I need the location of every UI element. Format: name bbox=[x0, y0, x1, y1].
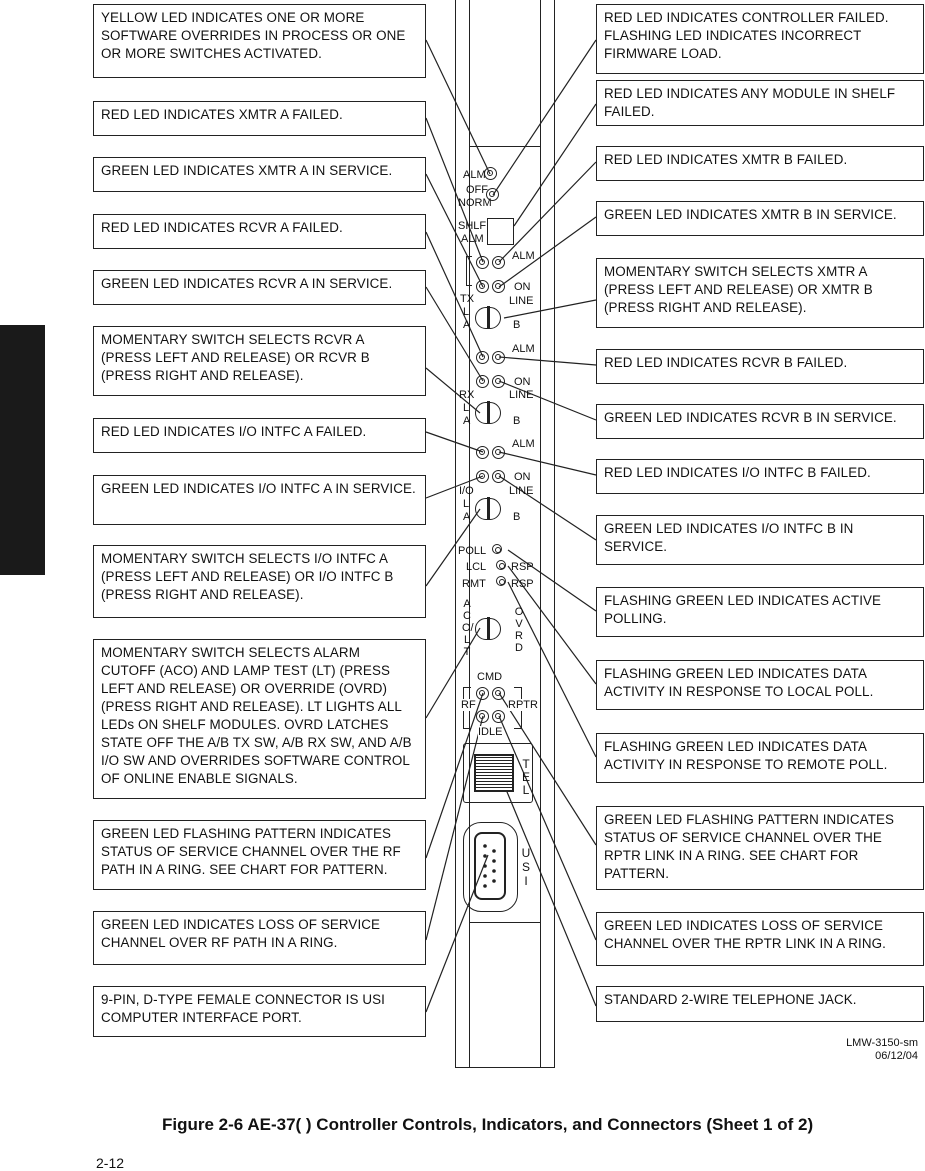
shlf-alm-label: ALM bbox=[461, 233, 484, 245]
off-norm-led bbox=[486, 188, 499, 201]
rsp-label-2: RSP bbox=[511, 578, 534, 590]
rx-on-label: ON bbox=[514, 376, 531, 388]
callout-xmtr-a-in-service: GREEN LED INDICATES XMTR A IN SERVICE. bbox=[93, 157, 426, 192]
callout-local-poll: FLASHING GREEN LED INDICATES DATA ACTIVITY IN RESPONSE TO LOCAL POLL. bbox=[596, 660, 924, 710]
callout-xmtr-b-failed: RED LED INDICATES XMTR B FAILED. bbox=[596, 146, 924, 181]
rx-l-label: L bbox=[463, 402, 470, 414]
rx-alm-label: ALM bbox=[512, 343, 535, 355]
controller-alarm-led bbox=[484, 167, 497, 180]
drawing-number bbox=[800, 1037, 918, 1063]
io-a-online-led bbox=[476, 470, 489, 483]
xmtr-a-online-led bbox=[476, 280, 489, 293]
callout-active-polling: FLASHING GREEN LED INDICATES ACTIVE POLLING. bbox=[596, 587, 924, 637]
rptr-status-led bbox=[492, 687, 505, 700]
rptr-label: RPTR bbox=[508, 699, 538, 711]
rcvr-b-online-led bbox=[492, 375, 505, 388]
cmd-label: CMD bbox=[477, 671, 503, 683]
tx-line-label: LINE bbox=[509, 295, 534, 307]
tx-l-label: L bbox=[463, 306, 470, 318]
tx-on-label: ON bbox=[514, 281, 531, 293]
callout-io-b-failed: RED LED INDICATES I/O INTFC B FAILED. bbox=[596, 459, 924, 494]
alm-label: ALM bbox=[463, 169, 486, 181]
callout-xmtr-switch: MOMENTARY SWITCH SELECTS XMTR A (PRESS LEFT AND RELEASE) OR XMTR B (PRESS RIGHT AND RELEASE). bbox=[596, 258, 924, 328]
xmtr-b-alarm-led bbox=[492, 256, 505, 269]
rx-line-label: LINE bbox=[509, 389, 534, 401]
io-a-label: A bbox=[463, 511, 471, 523]
io-b-online-led bbox=[492, 470, 505, 483]
norm-label: NORM bbox=[458, 197, 492, 209]
rptr-idle-led bbox=[492, 710, 505, 723]
io-a-alarm-led bbox=[476, 446, 489, 459]
db9-pins-icon bbox=[476, 834, 504, 898]
callout-io-b-in-service: GREEN LED INDICATES I/O INTFC B IN SERVICE. bbox=[596, 515, 924, 565]
callout-usi-connector: 9-PIN, D-TYPE FEMALE CONNECTOR IS USI COMPUTER INTERFACE PORT. bbox=[93, 986, 426, 1037]
callout-rf-pattern: GREEN LED FLASHING PATTERN INDICATES STATUS OF SERVICE CHANNEL OVER THE RF PATH IN A RING. SEE CHART FOR PATTERN. bbox=[93, 820, 426, 890]
tx-alm-label: ALM bbox=[512, 250, 535, 262]
rcvr-b-alarm-led bbox=[492, 351, 505, 364]
rx-label: RX bbox=[459, 389, 475, 401]
callout-xmtr-b-in-service: GREEN LED INDICATES XMTR B IN SERVICE. bbox=[596, 201, 924, 236]
xmtr-a-alarm-led bbox=[476, 256, 489, 269]
shlf-label: SHLF bbox=[458, 220, 487, 232]
top-extractor-slot bbox=[469, 0, 541, 147]
callout-io-a-in-service: GREEN LED INDICATES I/O INTFC A IN SERVICE. bbox=[93, 475, 426, 525]
callout-io-switch: MOMENTARY SWITCH SELECTS I/O INTFC A (PRESS LEFT AND RELEASE) OR I/O INTFC B (PRESS RIGHT AND RELEASE). bbox=[93, 545, 426, 618]
rf-status-led bbox=[476, 687, 489, 700]
poll-led bbox=[492, 544, 502, 554]
bottom-extractor-slot bbox=[469, 922, 541, 1068]
aco-lt-label: ACO/LT bbox=[462, 598, 474, 658]
lcl-rsp-led bbox=[496, 560, 506, 570]
callout-yellow-led: YELLOW LED INDICATES ONE OR MORE SOFTWARE OVERRIDES IN PROCESS OR ONE OR MORE SWITCHES ACTIVATED. bbox=[93, 4, 426, 78]
callout-rcvr-switch: MOMENTARY SWITCH SELECTS RCVR A (PRESS LEFT AND RELEASE) OR RCVR B (PRESS RIGHT AND RELEASE). bbox=[93, 326, 426, 396]
io-label: I/O bbox=[459, 485, 474, 497]
callout-rptr-pattern: GREEN LED FLASHING PATTERN INDICATES STATUS OF SERVICE CHANNEL OVER THE RPTR LINK IN A RING. SEE CHART FOR PATTERN. bbox=[596, 806, 924, 890]
rx-ab-switch[interactable] bbox=[475, 402, 501, 424]
tx-label: TX bbox=[460, 293, 475, 305]
aco-lt-ovrd-switch[interactable] bbox=[475, 618, 501, 640]
telephone-jack[interactable] bbox=[474, 754, 514, 792]
tx-b-label: B bbox=[513, 319, 521, 331]
off-label: OFF bbox=[466, 184, 488, 196]
page-number: 2-12 bbox=[96, 1155, 125, 1171]
io-on-label: ON bbox=[514, 471, 531, 483]
callout-rcvr-a-in-service: GREEN LED INDICATES RCVR A IN SERVICE. bbox=[93, 270, 426, 305]
rf-idle-led bbox=[476, 710, 489, 723]
rcvr-a-alarm-led bbox=[476, 351, 489, 364]
callout-telephone-jack: STANDARD 2-WIRE TELEPHONE JACK. bbox=[596, 986, 924, 1022]
drawing-id: LMW-3150-sm bbox=[846, 1037, 918, 1049]
io-l-label: L bbox=[463, 498, 470, 510]
callout-xmtr-a-failed: RED LED INDICATES XMTR A FAILED. bbox=[93, 101, 426, 136]
callout-rcvr-b-failed: RED LED INDICATES RCVR B FAILED. bbox=[596, 349, 924, 384]
callout-rptr-loss: GREEN LED INDICATES LOSS OF SERVICE CHANNEL OVER THE RPTR LINK IN A RING. bbox=[596, 912, 924, 966]
poll-label: POLL bbox=[458, 545, 487, 557]
drawing-date: 06/12/04 bbox=[875, 1050, 918, 1062]
callout-aco-lt-switch: MOMENTARY SWITCH SELECTS ALARM CUTOFF (ACO) AND LAMP TEST (LT) (PRESS LEFT AND RELEASE) OR OVERRIDE (OVRD) (PRESS RIGHT AND RELEASE). LT LIGHTS ALL LEDs ON SHELF MODULES. OVRD LATCHES STATE OFF THE A/B TX SW, A/B RX SW, AND A/B I/O SW AND OVERRIDES SOFTWARE CONTROL OF ONLINE ENABLE SIGNALS. bbox=[93, 639, 426, 799]
idle-label: IDLE bbox=[478, 726, 503, 738]
tel-label: TEL bbox=[521, 757, 530, 797]
callout-rcvr-b-in-service: GREEN LED INDICATES RCVR B IN SERVICE. bbox=[596, 404, 924, 439]
usi-label: USI bbox=[521, 846, 531, 888]
callout-shelf-failed: RED LED INDICATES ANY MODULE IN SHELF FAILED. bbox=[596, 80, 924, 126]
io-b-alarm-led bbox=[492, 446, 505, 459]
io-b-label: B bbox=[513, 511, 521, 523]
callout-rf-loss: GREEN LED INDICATES LOSS OF SERVICE CHANNEL OVER RF PATH IN A RING. bbox=[93, 911, 426, 965]
callout-remote-poll: FLASHING GREEN LED INDICATES DATA ACTIVITY IN RESPONSE TO REMOTE POLL. bbox=[596, 733, 924, 783]
lcl-label: LCL bbox=[466, 561, 487, 573]
io-alm-label: ALM bbox=[512, 438, 535, 450]
tx-group-bracket bbox=[466, 256, 472, 286]
usi-db9-connector[interactable] bbox=[474, 832, 506, 900]
callout-rcvr-a-failed: RED LED INDICATES RCVR A FAILED. bbox=[93, 214, 426, 249]
callout-io-a-failed: RED LED INDICATES I/O INTFC A FAILED. bbox=[93, 418, 426, 453]
ovrd-label: OVRD bbox=[514, 606, 524, 654]
io-line-label: LINE bbox=[509, 485, 534, 497]
xmtr-b-online-led bbox=[492, 280, 505, 293]
io-ab-switch[interactable] bbox=[475, 498, 501, 520]
shelf-alarm-indicator bbox=[487, 218, 514, 245]
tx-a-label: A bbox=[463, 319, 471, 331]
rcvr-a-online-led bbox=[476, 375, 489, 388]
rsp-label-1: RSP bbox=[511, 561, 534, 573]
rx-b-label: B bbox=[513, 415, 521, 427]
rmt-rsp-led bbox=[496, 576, 506, 586]
callout-controller-failed: RED LED INDICATES CONTROLLER FAILED. FLASHING LED INDICATES INCORRECT FIRMWARE LOAD. bbox=[596, 4, 924, 74]
rmt-label: RMT bbox=[462, 578, 486, 590]
figure-caption: Figure 2-6 AE-37( ) Controller Controls, Indicators, and Connectors (Sheet 1 of 2) bbox=[162, 1115, 814, 1134]
rx-a-label: A bbox=[463, 415, 471, 427]
tx-ab-switch[interactable] bbox=[475, 307, 501, 329]
rf-label: RF bbox=[461, 699, 476, 711]
